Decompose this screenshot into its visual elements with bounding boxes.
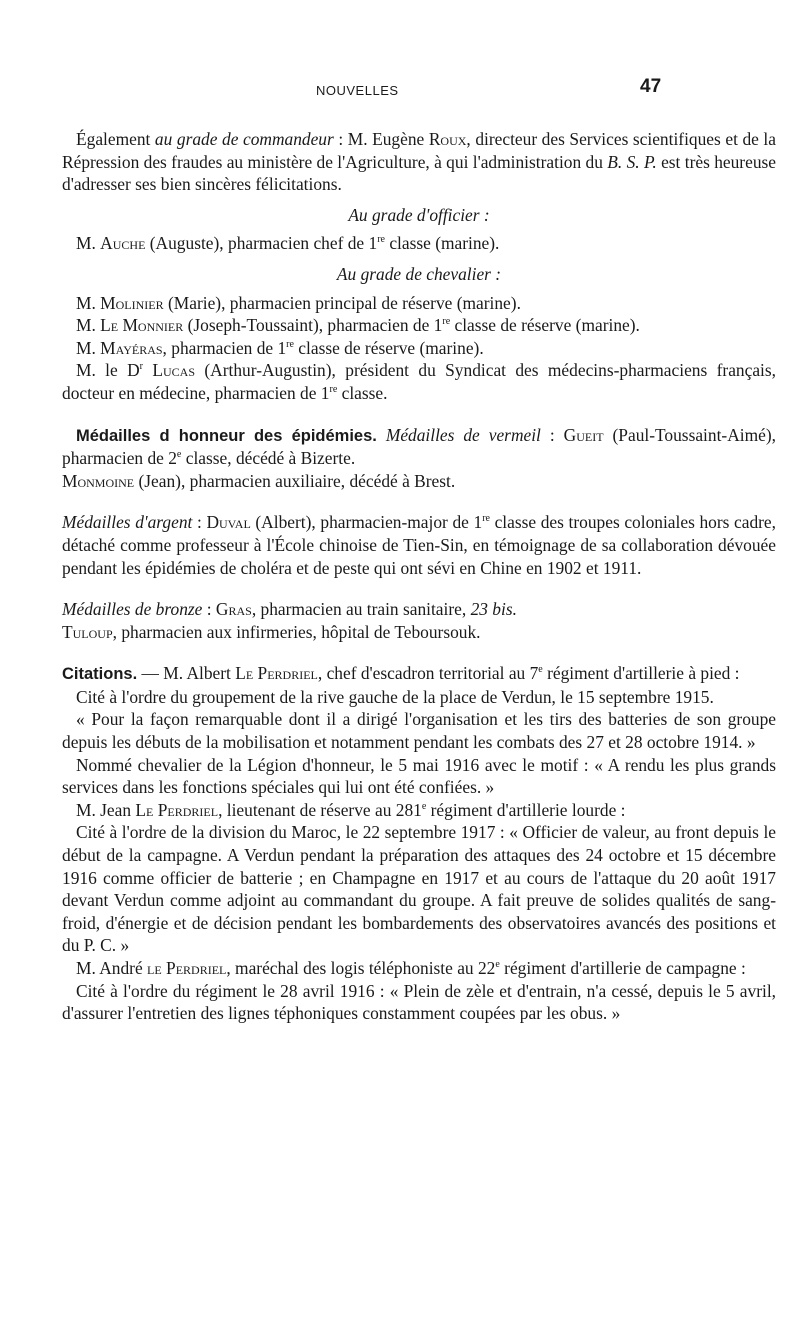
person-name: Gras <box>215 599 252 620</box>
page-number: 47 <box>640 76 662 97</box>
citations-paragraph-1: Citations. — M. Albert Le Perdriel, chef d'escadron territorial au 7e régiment d'artillerie à pied : <box>62 663 740 684</box>
person-name: Gueit <box>563 424 604 445</box>
section-heading: Médailles d honneur des épidémies. <box>76 426 377 445</box>
monmoine-entry: Monmoine (Jean), pharmacien auxiliaire, décédé à Brest. <box>62 470 456 491</box>
person-name: le Perdriel <box>147 958 227 978</box>
section-gap <box>62 405 776 424</box>
person-name: Le Perdriel <box>135 799 219 820</box>
citations-paragraph-6: Cité à l'ordre de la division du Maroc, le 22 septembre 1917 : « Officier de valeur, au front depuis le début de la campagne. A Verdun pendant la préparation des attaques des 24 octobre et 15 décembre 1916 comme officier de batterie ; en Champagne en 1917 et au cours de l'attaque du 20 août 1917 devant Verdun comme adjoint au commandant du groupe. A fait preuve de solides qualités de sang-froid, d'énergie et de décision pendant les bombardements des observatoires avancés des positions et du P. C. » <box>62 822 776 956</box>
running-header <box>0 76 800 102</box>
bronze-paragraph: Médailles de bronze : Gras, pharmacien au train sanitaire, 23 bis. <box>62 599 517 620</box>
chevalier-entry-1: M. Molinier (Marie), pharmacien principal de réserve (marine). <box>76 292 521 313</box>
chevalier-entry-2: M. Le Monnier (Joseph-Toussaint), pharmacien de 1re classe de réserve (marine). <box>76 315 640 336</box>
section-gap <box>62 643 776 662</box>
argent-paragraph: Médailles d'argent : Duval (Albert), pharmacien-major de 1re classe des troupes coloniales hors cadre, détaché comme professeur à l'École chinoise de Tien-Sin, en témoignage de sa collaboration dévouée pendant les épidémies de choléra et de peste qui ont sévi en Chine en 1902 et 1911. <box>62 512 777 578</box>
section-heading: Citations. <box>62 665 138 684</box>
person-name: Molinier <box>100 292 164 313</box>
section-gap <box>62 492 776 511</box>
person-name: Roux <box>428 129 467 149</box>
chevalier-entry-4: M. le $D^r$ Lucas (Arthur-Augustin), président du Syndicat des médecins-pharmaciens français, docteur en médecine, pharmacien de 1re classe. <box>62 360 777 403</box>
chevalier-heading: Au grade de chevalier : <box>336 263 502 284</box>
citations-paragraph-4: Nommé chevalier de la Légion d'honneur, le 5 mai 1916 avec le motif : « A rendu les plus grands services dans les fonctions spéciales qui lui ont été confiées. » <box>62 754 776 798</box>
officier-heading: Au grade d'officier : <box>348 204 490 225</box>
commandeur-paragraph: Également au grade de commandeur : M. Eugène Roux, directeur des Services scientifiques et de la Répression des fraudes au ministère de l'Agriculture, à qui l'administration du B. S. P. est très heureuse d'adresser ses bien sincères félicitations. <box>62 129 776 195</box>
person-name: Auche <box>100 233 146 254</box>
epidemies-paragraph: Médailles d honneur des épidémies. Médailles de vermeil : Gueit (Paul-Toussaint-Aimé), pharmacien de 2e classe, décédé à Bizerte. <box>62 424 776 469</box>
person-name: Lucas <box>143 360 196 381</box>
citations-paragraph-3: « Pour la façon remarquable dont il a dirigé l'organisation et les tirs des batteries de son groupe depuis les débuts de la mobilisation et notamment pendant les combats des 27 et 28 octobre 1914. » <box>62 709 776 753</box>
person-name: Tuloup <box>62 621 113 642</box>
citations-paragraph-2: Cité à l'ordre du groupement de la rive gauche de la place de Verdun, le 15 septembre 1915. <box>76 686 714 707</box>
section-gap <box>62 579 776 598</box>
page-body <box>62 128 776 1025</box>
officier-entry: M. Auche (Auguste), pharmacien chef de 1re classe (marine). <box>76 233 500 254</box>
citations-paragraph-7: M. André le Perdriel, maréchal des logis téléphoniste au 22e régiment d'artillerie de campagne : <box>76 958 746 978</box>
person-name: Le Perdriel <box>235 663 318 684</box>
tuloup-entry: Tuloup, pharmacien aux infirmeries, hôpital de Teboursouk. <box>62 621 481 642</box>
person-name: Duval <box>206 512 251 533</box>
person-name: Le Monnier <box>100 315 184 336</box>
header-title: NOUVELLES <box>316 83 399 98</box>
citations-paragraph-8: Cité à l'ordre du régiment le 28 avril 1916 : « Plein de zèle et d'entrain, n'a cessé, depuis le 5 avril, d'assurer l'entretien des lignes téphoniques constamment coupées par les obus. » <box>62 980 776 1024</box>
person-name: Monmoine <box>62 470 135 491</box>
chevalier-entry-3: M. Mayéras, pharmacien de 1re classe de réserve (marine). <box>76 337 484 358</box>
citations-paragraph-5: M. Jean Le Perdriel, lieutenant de réserve au 281e régiment d'artillerie lourde : <box>76 799 626 820</box>
person-name: Mayéras <box>100 337 163 358</box>
